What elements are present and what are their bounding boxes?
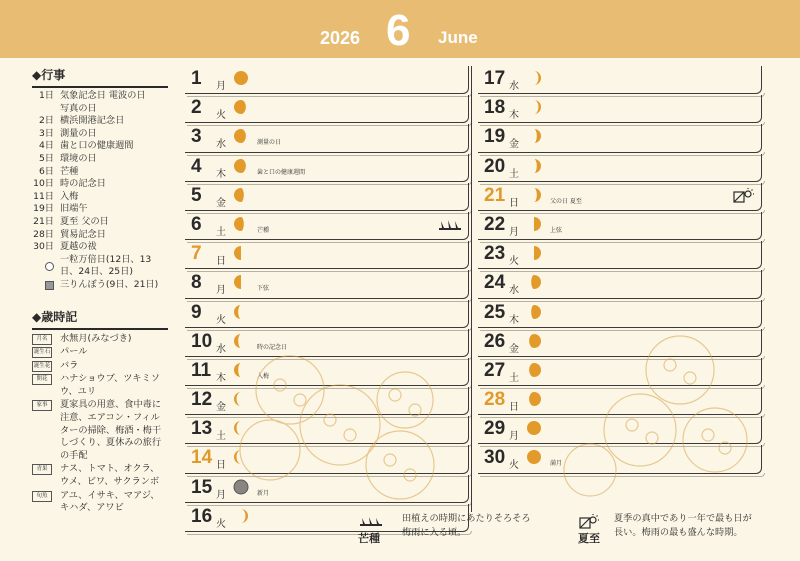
boushu-icon: [358, 516, 384, 528]
day-number: 19: [484, 126, 506, 148]
saijiki-row: [32, 399, 168, 462]
saijiki-text: 水無月(みなづき): [60, 332, 132, 344]
saijiki-text: ナス、トマト、オクラ、ウメ、ビワ、サクランボ: [60, 463, 160, 488]
saijiki-text: 夏家具の用意、食中毒に注意、エアコン・フィルターの掃除、梅酒・梅干しづくり、夏休みの旅行の手配: [60, 399, 162, 461]
moon-phase-icon: [526, 158, 542, 174]
event-row: [32, 191, 168, 204]
weekday: 月: [216, 489, 226, 501]
boushu-text-1: 田植えの時期にあたりそろそろ: [402, 513, 531, 524]
event-row: [32, 229, 168, 242]
saijiki-text: アユ、イサキ、マアジ、キハダ、アワビ: [60, 489, 160, 514]
day-event: 測量の日: [257, 139, 282, 147]
event-row: [32, 166, 168, 179]
header-bar: [0, 0, 800, 58]
day-event: 歯と口の健康週間: [257, 168, 306, 176]
geshi-description: [614, 512, 752, 540]
day-number: 12: [191, 389, 213, 411]
weekday: 木: [216, 168, 226, 180]
event-date: 28日: [33, 228, 54, 240]
day-event: 時の記念日: [257, 343, 288, 351]
event-date: 1日: [38, 90, 54, 101]
day-number: 8: [191, 272, 202, 294]
day-number: 11: [191, 359, 212, 381]
event-date: 2日: [38, 115, 54, 127]
event-text: 夏至 父の日: [60, 215, 109, 227]
weekday: 木: [509, 314, 519, 326]
moon-phase-icon: [526, 216, 542, 232]
event-date: 6日: [38, 165, 54, 177]
day-number: 18: [484, 97, 506, 119]
mark-shape: [45, 281, 54, 290]
events-list: [32, 90, 168, 292]
event-text: 歯と口の健康週間: [60, 140, 134, 152]
moon-phase-icon: [526, 99, 542, 115]
day-event: 下弦: [257, 285, 270, 293]
moon-phase-icon: [526, 304, 542, 320]
weekday: 日: [216, 256, 226, 268]
event-date: 10日: [33, 178, 54, 190]
event-text: 気象記念日 電波の日: [60, 90, 146, 101]
month-english: June: [438, 28, 478, 47]
day-row: [478, 154, 762, 182]
saijiki-row: [32, 373, 168, 398]
day-number: 5: [191, 184, 202, 206]
saijiki-tag: 月名: [32, 334, 52, 345]
day-row: [185, 270, 469, 298]
event-row: [32, 178, 168, 191]
sidebar: [32, 64, 168, 515]
moon-phase-icon: [233, 245, 249, 261]
weekday: 日: [509, 197, 519, 209]
year: 2026: [320, 28, 361, 48]
event-date: 11日: [33, 190, 54, 202]
hydrangea-illustration-left: [230, 330, 470, 510]
weekday: 水: [509, 81, 519, 92]
weekday: 土: [216, 226, 226, 238]
column-divider: [471, 66, 472, 512]
weekday: 土: [216, 431, 226, 443]
moon-phase-icon: [526, 420, 542, 436]
day-event: 新月: [257, 489, 270, 497]
weekday: 金: [216, 197, 226, 209]
event-row: [32, 140, 168, 153]
event-date: 19日: [33, 203, 54, 215]
event-row: [32, 203, 168, 216]
day-row: [478, 270, 762, 298]
saijiki-row: [32, 463, 168, 488]
weekday: 月: [509, 431, 519, 443]
day-row: [478, 95, 762, 123]
moon-phase-icon: [233, 187, 249, 203]
moon-phase-icon: [526, 187, 542, 203]
weekday: 土: [509, 372, 519, 384]
weekday: 木: [216, 372, 226, 384]
moon-phase-icon: [233, 158, 249, 174]
day-row: [478, 212, 762, 240]
event-row: [32, 103, 168, 116]
saijiki-text: パール: [60, 346, 88, 358]
day-row: [478, 124, 762, 152]
day-row: [185, 183, 469, 211]
weekday: 日: [509, 402, 519, 414]
event-text: 時の記念日: [60, 178, 106, 190]
day-number: 10: [191, 330, 213, 352]
weekday: 水: [216, 343, 226, 355]
saijiki-tag: 家事: [32, 400, 52, 411]
event-date: 5日: [38, 152, 54, 164]
weekday: 月: [216, 81, 226, 92]
day-event: 父の日 夏至: [550, 197, 582, 205]
day-number: 14: [191, 447, 213, 469]
event-date: 21日: [33, 215, 54, 227]
day-number: 22: [484, 213, 506, 235]
geshi-label: 夏至: [578, 532, 600, 545]
moon-phase-icon: [526, 391, 542, 407]
moon-phase-icon: [526, 449, 542, 465]
events-title: ◆行事: [32, 64, 168, 88]
day-number: 13: [191, 418, 213, 440]
moon-phase-icon: [233, 99, 249, 115]
event-row: [32, 241, 168, 254]
day-row: [185, 124, 469, 152]
event-row: [32, 90, 168, 103]
day-number: 25: [484, 301, 506, 323]
event-row: [32, 115, 168, 128]
day-number: 17: [484, 68, 506, 89]
day-row: [185, 300, 469, 328]
moon-phase-icon: [526, 245, 542, 261]
saijiki-text: ハナショウブ、ツキミソウ、ユリ: [60, 373, 160, 397]
geshi-icon: [578, 514, 600, 530]
saijiki-row: [32, 333, 168, 346]
weekday: 金: [509, 343, 519, 355]
weekday: 土: [509, 168, 519, 180]
moon-phase-icon: [233, 274, 249, 290]
day-number: 4: [191, 155, 202, 177]
moon-phase-icon: [233, 216, 249, 232]
day-number: 30: [484, 447, 506, 469]
day-event: 満月: [550, 460, 563, 468]
saijiki-tag: 開花: [32, 374, 52, 385]
day-event: 上弦: [550, 226, 563, 234]
day-row: [185, 95, 469, 123]
moon-phase-icon: [526, 274, 542, 290]
weekday: 月: [216, 285, 226, 297]
event-text: 夏越の祓: [60, 241, 97, 253]
weekday: 月: [509, 226, 519, 238]
weekday: 金: [509, 139, 519, 151]
circle-mark-icon: [32, 254, 60, 279]
saijiki-row: [32, 346, 168, 359]
square-mark-icon: [32, 279, 60, 292]
moon-phase-icon: [233, 128, 249, 144]
saijiki-list: [32, 333, 168, 515]
day-number: 6: [191, 213, 202, 235]
saijiki-title: ◆歳時記: [32, 306, 168, 330]
day-number: 28: [484, 389, 506, 411]
event-text: 貿易記念日: [60, 228, 106, 240]
day-number: 7: [191, 243, 202, 265]
moon-phase-icon: [233, 508, 249, 524]
weekday: 火: [216, 518, 226, 530]
mark-shape: [45, 262, 54, 271]
day-number: 20: [484, 155, 506, 177]
weekday: 木: [509, 110, 519, 122]
weekday: 火: [509, 256, 519, 268]
event-text: 横浜開港記念日: [60, 115, 125, 127]
saijiki-row: [32, 360, 168, 373]
weekday: 火: [216, 110, 226, 122]
day-event: 芒種: [257, 226, 270, 234]
day-number: 27: [484, 359, 506, 381]
day-row: [185, 241, 469, 269]
event-text: 測量の日: [60, 127, 97, 139]
day-number: 2: [191, 97, 202, 119]
month-number: 6: [386, 6, 411, 55]
saijiki-row: [32, 490, 168, 515]
day-number: 3: [191, 126, 202, 148]
saijiki-tag: 誕生花: [32, 361, 52, 372]
event-text: 旧端午: [60, 203, 88, 215]
day-number: 29: [484, 418, 506, 440]
geshi-text-1: 夏季の真中であり一年で最も日が: [614, 513, 752, 524]
saijiki-tag: 青果: [32, 464, 52, 475]
weekday: 火: [509, 460, 519, 472]
event-text: 芒種: [60, 165, 79, 177]
weekday: 金: [216, 402, 226, 414]
day-number: 21: [484, 184, 506, 206]
day-row: [478, 183, 762, 211]
event-date: 30日: [33, 241, 54, 253]
weekday: 水: [509, 285, 519, 297]
moon-phase-icon: [526, 333, 542, 349]
event-text: 環境の日: [60, 152, 97, 164]
event-text: 写真の日: [60, 102, 97, 114]
boushu-text-2: 梅雨に入る頃。: [402, 527, 467, 538]
mark-text: 三りんぼう(9日、21日): [60, 278, 159, 290]
weekday: 日: [216, 460, 226, 472]
geshi-text-2: 長い。梅雨の最も盛んな時期。: [614, 527, 743, 538]
day-row: [185, 154, 469, 182]
moon-phase-icon: [233, 304, 249, 320]
day-row: [478, 66, 762, 94]
event-date: [32, 103, 60, 116]
day-number: 9: [191, 301, 202, 323]
day-row: [478, 241, 762, 269]
day-number: 23: [484, 243, 506, 265]
hydrangea-illustration-right: [560, 320, 760, 500]
boushu-description: [402, 512, 531, 540]
mark-row: [32, 254, 168, 279]
moon-phase-icon: [526, 70, 542, 86]
day-number: 16: [191, 505, 213, 527]
event-row: [32, 153, 168, 166]
event-row: [32, 128, 168, 141]
moon-phase-icon: [526, 362, 542, 378]
day-row: [185, 212, 469, 240]
event-date: 4日: [38, 140, 54, 152]
day-event: 入梅: [257, 372, 270, 380]
event-text: 入梅: [60, 190, 79, 202]
saijiki-tag: 旬魚: [32, 491, 52, 502]
day-number: 26: [484, 330, 506, 352]
saijiki-text: バラ: [60, 359, 79, 371]
weekday: 火: [216, 314, 226, 326]
moon-phase-icon: [233, 70, 249, 86]
moon-phase-icon: [526, 128, 542, 144]
saijiki-tag: 誕生石: [32, 347, 52, 358]
event-date: 3日: [38, 127, 54, 139]
day-row: [185, 66, 469, 94]
mark-text: 一粒万倍日(12日、13日、24日、25日): [60, 253, 152, 278]
rice-planting-icon: [438, 217, 462, 233]
boushu-label: 芒種: [358, 532, 380, 545]
mark-row: [32, 279, 168, 292]
summer-solstice-icon: [731, 188, 755, 204]
event-row: [32, 216, 168, 229]
day-number: 15: [191, 476, 213, 498]
day-number: 1: [191, 68, 202, 89]
weekday: 水: [216, 139, 226, 151]
day-number: 24: [484, 272, 506, 294]
